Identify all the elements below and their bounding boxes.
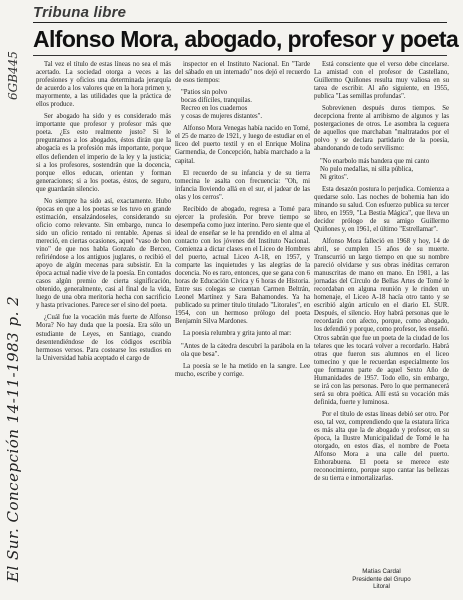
paragraph: Ser abogado ha sido y es considerado más importante que profesor y profesor más que poeta. ¿Es esto realmente justo? Si le preguntamos a los abogados, éstos dirán que la abogacía es la profesión más importante, porque ellos defienden el imperio de la ley y la justicia; si a los profesores, sostendrán que la docencia, porque ellos educan, orientan y forman generaciones; si a los poetas, éstos, de seguro, que guardarán silencio. (36, 113, 171, 193)
article-headline: Alfonso Mora, abogado, profesor y poeta (33, 26, 459, 52)
paragraph: Esta desazón postura lo perjudica. Comienza a quedarse solo. Las noches de bohemia han ido minando su salud. Con esfuerzo publica su tercer libro, en 1959, "La Bestia Mágica", que lleva un decidor prólogo de su amigo Guillermo Quiñones y, en 1961, el último "Estrellamar". (314, 185, 449, 233)
paragraph: Alfonso Mora Venegas había nacido en Tomé, el 25 de marzo de 1921, y luego de estudiar en el liceo del puerto textil y en el Enrique Molina Garmendia, de Concepción, había marchado a la capital. (175, 125, 310, 165)
poem-quote: "No enarbolo más bandera que mi canto No pulo medallas, ni silla pública, Ni gritos". (320, 157, 430, 181)
article-column-2 (175, 61, 310, 595)
section-label: Tribuna libre (33, 4, 127, 21)
handwritten-source-note: El Sur. Concepción 14-11-1983 p. 2 (4, 295, 22, 582)
paragraph: La poesía relumbra y grita junto al mar: (183, 330, 292, 338)
paragraph: La poesía se le ha metido en la sangre. Lee mucho, escribe y corrige. (175, 362, 310, 378)
archive-code: 6GB445 (6, 51, 20, 100)
paragraph: inspector en el Instituto Nacional. En "Tarde del sábado en un internado" nos dejó el recuerdo de esos tiempos: (175, 61, 310, 85)
headline-rule (33, 55, 447, 56)
article-column-3 (314, 61, 449, 595)
paragraph: Sobrevienen después duros tiempos. Se decepciona frente al arribismo de algunos y las postergaciones de otros. Le asombra la ceguera de aquellos que marchaban "maltratados por el polvo y se declara partidario de la poesía, abandonando de todo servilismo: (314, 105, 449, 153)
paragraph: Tal vez el título de estas líneas no sea el más acertado. La sociedad otorga a veces a las profesiones y oficios una determinada jerarquía de acuerdo a los valores que en la hora primen y, mayormente, a las utilidades que la práctica de ellos produce. (36, 61, 171, 109)
article-column-1 (36, 61, 171, 595)
top-rule (33, 22, 447, 23)
paragraph: ¿Cuál fue la vocación más fuerte de Alfonso Mora? No hay duda que la poesía. Era sólo un estudiante de Leyes, en Santiago, cuando desentendiéndose de los códigos escribía hermosos versos. Para costearse los estudios en la Universidad había aceptado el cargo de (36, 314, 171, 362)
poem-quote: "Patios sin polvo bocas difíciles, tranquilas. Recreo en los cuadernos y cosas de mujeres distantes". (181, 89, 263, 121)
paragraph: El recuerdo de su infancia y de su tierra tomecina le asalta con frecuencia: "Oh, mi infancia lloviendo allá en el sur, el jadear de las olas y los cerros". (175, 169, 310, 201)
paragraph: Está consciente que el verso debe cincelarse. La amistad con el profesor de Castellano, Guillermo Quiñones resulta muy valiosa en su tarea de escribir. Al año siguiente, en 1955, publica "Las semillas profundas". (314, 61, 449, 101)
author-signature (314, 568, 449, 591)
paragraph: Por el título de estas líneas debió ser otro. Por eso, tal vez, comprendiendo que la estatura lírica es más alta que la de abogado y profesor, en su época, la Ilustre Municipalidad de Tomé le ha otorgado, en estos días, el nombre de Poeta Alfonso Mora a una calle del puerto. Enhorabuena. El poeta se merece este reconocimiento, porque supo cantar las bellezas de su tierra e inmortalizarlas. (314, 410, 449, 483)
poem-quote: "Antes de la cátedra descubrí la parábola en la ola que besa". (181, 342, 310, 358)
author-name: Matías Cardal (362, 568, 401, 575)
paragraph: Recibido de abogado, regresa a Tomé para ejercer la profesión. Por breve tiempo se desempeña como juez interino. Pero siente que el ideal de enseñar se le ha prendido en el alma al contacto con los jóvenes del Instituto Nacional. Comienza a dictar clases en el Liceo de Hombres del puerto, actual Liceo A-18, en 1957, y comparte las inquietudes y las alegrías de la docencia. No es raro, entonces, que se gana con 6 horas de Educación Cívica y 6 horas de Historia. Entre sus colegas se cuentan Carmen Beltrán, Leonel Martínez y Sara Bahamondes. Ya ha publicado su primer título titulado "Litorales", en 1954, con un hermoso prólogo del poeta Benjamín Silva Mardones. (175, 205, 310, 326)
author-role: Presidente del Grupo (352, 575, 411, 583)
author-group: Litoral (373, 583, 390, 590)
paragraph: No siempre ha sido así, exactamente. Hubo épocas en que a los poetas se les tuvo en grande estimación, ensalzándoseles, considerando su oficio como relevante. Sin embargo, nunca lo sido un oficio rentado ni rentable. Apenas si mereció, en ciertas ocasiones, aquel "vaso de bon vino" de que nos habla Gonzalo de Berceo, refiriéndose a los antiguos juglares, o recibió el apoyo de algún mecenas para subsistir. En la época actual nadie vive de la poesía. En contados casos algún premio de cierta significación, obtenido, generalmente, casi al final de la vida, luego de una obra meritoria hecha con sacrificio y hasta privaciones. Parece ser el sino del poeta. (36, 197, 171, 310)
paragraph: Alfonso Mora falleció en 1968 y hoy, 14 de abril, se cumplen 15 años de su muerte. Transcurrió un largo tiempo en que su nombre pareció olvidarse y sus obras inéditas cerraron manuscritas de mano en mano. En 1981, a las jornadas del Círculo de Bellas Artes de Tomé le recordaban en alguna reunión y le rinden un homenaje, el Liceo A-18 hacía otro tanto y se escribió algún artículo en el diario EL SUR. Después, el silencio. Hoy habrá personas que le recordarán con afecto, porque, como abogado, los defendió y porque, como profesor, les enseñó. Otros sabrán que fue un poeta de la ciudad de los telares que les tocará volver a recordarlo. Habrá otras que fueron sus alumnos en el liceo tomecino y que le recuerdan especialmente los que formaron parte de aquel Sexto Año de Humanidades de 1957. Todo ello, sin embargo, se irá con las personas. Pero lo que permanecerá será su obra poética. Allí está su vocación más definida, fuerte y luminosa. (314, 237, 449, 406)
